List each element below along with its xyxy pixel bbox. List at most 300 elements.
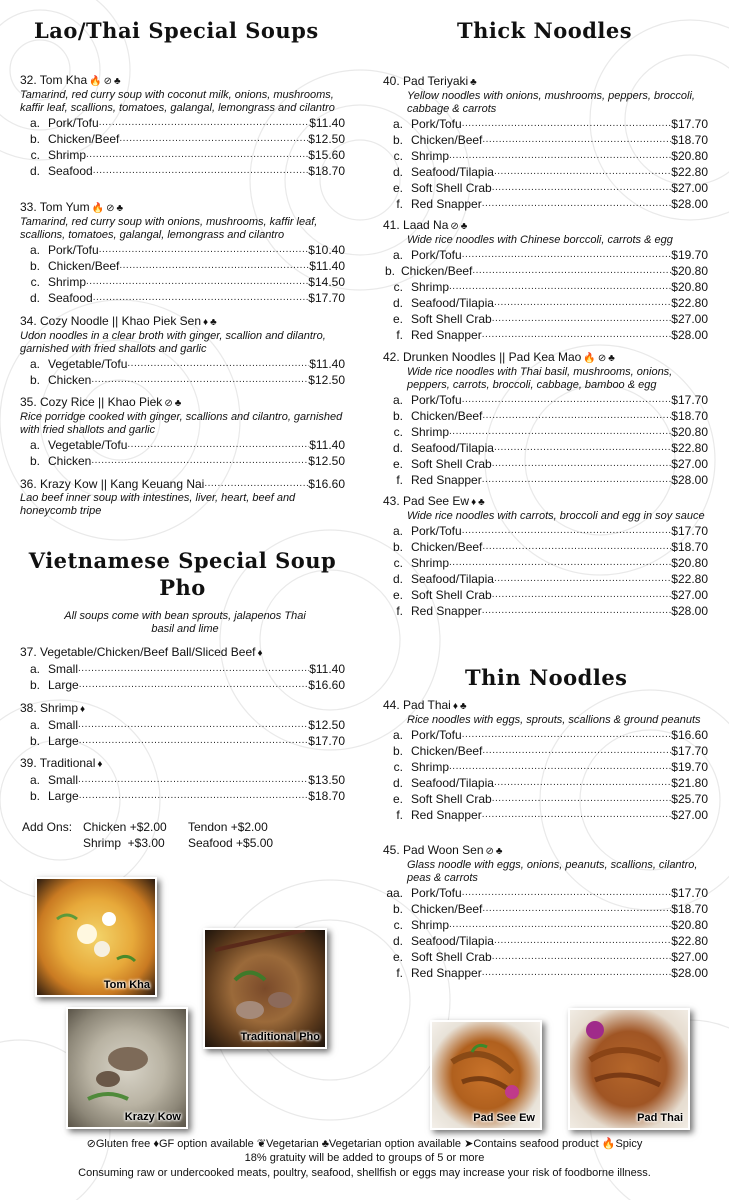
option-price: $11.40 <box>309 357 345 371</box>
item-description: Wide rice noodles with Thai basil, mushrooms, onions, peppers, carrots, broccoli, cabbage, bamboo & egg <box>407 366 673 391</box>
options <box>383 727 708 823</box>
dot-leader <box>449 917 671 933</box>
seafood-icon: ➤ <box>464 1138 474 1150</box>
option-label: Red Snapper <box>411 197 482 211</box>
option-label: Soft Shell Crab <box>411 181 492 195</box>
dot-leader <box>492 949 672 965</box>
option-letter: a. <box>29 438 40 452</box>
item-description: Wide rice noodles with Chinese borccoli, carrots & egg <box>407 234 673 246</box>
option-label: Chicken/Beef <box>401 264 473 278</box>
section-title-thick-noodles: Thick Noodles <box>457 18 633 43</box>
option-letter: d. <box>392 934 403 948</box>
option-price: $27.00 <box>671 808 708 822</box>
gf-option-icon: ♦ <box>97 759 103 770</box>
option-row <box>383 472 708 488</box>
option-price: $17.70 <box>671 117 708 131</box>
option-row <box>383 164 708 180</box>
option-letter: c. <box>393 425 403 439</box>
option-letter: e. <box>392 181 403 195</box>
option-label: Vegetable/Tofu <box>48 357 128 371</box>
option-row <box>20 372 345 388</box>
option-price: $12.50 <box>308 373 345 387</box>
option-price: $18.70 <box>308 164 345 178</box>
option-price: $18.70 <box>671 902 708 916</box>
gratuity-note: 18% gratuity will be added to groups of 5 or more <box>244 1152 485 1164</box>
legend <box>0 1138 729 1152</box>
option-letter: a. <box>392 248 403 262</box>
option-label: Shrimp <box>411 556 450 570</box>
dot-leader <box>79 733 309 749</box>
section-title-vietnamese <box>20 547 345 601</box>
section-title-line2: Pho <box>159 575 206 600</box>
option-label: Seafood/Tilapia <box>411 934 494 948</box>
soup-bowl-icon <box>68 1009 186 1127</box>
option-row <box>383 759 708 775</box>
gf-option-icon: ♦ <box>257 648 263 659</box>
option-letter: e. <box>392 950 403 964</box>
vegetarian-option-icon: ♣ <box>460 221 468 232</box>
spicy-icon: 🔥 <box>583 353 596 364</box>
option-price: $27.00 <box>671 588 708 602</box>
option-row <box>20 661 345 677</box>
option-label: Shrimp <box>411 425 450 439</box>
option-letter: b. <box>29 734 40 748</box>
option-price: $18.70 <box>308 789 345 803</box>
dot-leader <box>449 279 671 295</box>
photo-tom-kha <box>35 877 157 997</box>
option-row <box>383 180 708 196</box>
dot-leader <box>482 196 672 212</box>
menu-item-34 <box>20 314 345 388</box>
option-row <box>20 717 345 733</box>
option-price: $18.70 <box>671 409 708 423</box>
option-letter: e. <box>392 588 403 602</box>
option-price: $18.70 <box>671 540 708 554</box>
menu-item-41 <box>383 218 708 343</box>
option-letter: e. <box>392 457 403 471</box>
menu-item-37 <box>20 645 345 693</box>
option-price: $20.80 <box>671 264 708 278</box>
item-name: 40. Pad Teriyaki <box>383 74 469 88</box>
dot-leader <box>91 453 308 469</box>
dot-leader <box>482 539 671 555</box>
menu-item-33 <box>20 200 345 306</box>
option-row <box>383 392 708 408</box>
option-letter: b. <box>392 902 403 916</box>
vegetarian-option-icon: ♣ <box>608 353 615 364</box>
option-price: $11.40 <box>309 662 345 676</box>
option-letter: f. <box>396 604 403 618</box>
option-price: $17.70 <box>671 744 708 758</box>
section-title-thin-noodles: Thin Noodles <box>465 665 628 690</box>
option-letter: d. <box>29 164 40 178</box>
item-name: 36. Krazy Kow || Kang Keuang Nai <box>20 477 205 491</box>
option-label: Pork/Tofu <box>411 886 462 900</box>
option-label: Small <box>48 662 79 676</box>
option-price: $28.00 <box>671 604 708 618</box>
dot-leader <box>93 163 309 179</box>
item-name: 37. Vegetable/Chicken/Beef Ball/Sliced Beef <box>20 645 256 659</box>
photo-caption: Traditional Pho <box>240 1031 320 1043</box>
option-label: Shrimp <box>48 148 87 162</box>
spicy-icon: 🔥 <box>89 76 102 87</box>
gf-option-icon: ♦ <box>452 701 458 712</box>
option-row <box>383 116 708 132</box>
option-price: $13.50 <box>308 773 345 787</box>
gf-option-icon: ♦ <box>471 497 477 508</box>
option-row <box>383 263 708 279</box>
option-label: Seafood/Tilapia <box>411 776 494 790</box>
dot-leader <box>482 743 671 759</box>
option-label: Shrimp <box>411 280 450 294</box>
menu-item-44 <box>383 698 708 823</box>
option-row <box>383 571 708 587</box>
menu-item-43 <box>383 494 708 619</box>
addon-tendon: Tendon +$2.00 <box>188 820 268 834</box>
option-price: $22.80 <box>671 572 708 586</box>
dot-leader <box>78 772 308 788</box>
dot-leader <box>482 327 672 343</box>
addon-seafood: Seafood +$5.00 <box>188 836 274 850</box>
option-letter: c. <box>393 760 403 774</box>
option-row <box>383 247 708 263</box>
dot-leader <box>462 523 672 539</box>
section-title-lao-thai: Lao/Thai Special Soups <box>34 18 319 43</box>
dot-leader <box>78 717 308 733</box>
option-row <box>20 115 345 131</box>
option-price: $10.40 <box>308 243 345 257</box>
option-row <box>20 258 345 274</box>
option-label: Chicken <box>48 373 92 387</box>
photo-pad-thai <box>568 1008 690 1130</box>
option-price: $22.80 <box>671 296 708 310</box>
item-name: 32. Tom Kha <box>20 73 88 87</box>
option-row <box>20 453 345 469</box>
options <box>20 661 345 693</box>
option-label: Chicken/Beef <box>48 132 120 146</box>
option-letter: b. <box>29 373 40 387</box>
option-label: Shrimp <box>411 149 450 163</box>
dot-leader <box>86 147 308 163</box>
option-row <box>383 885 708 901</box>
photo-caption: Tom Kha <box>103 979 150 991</box>
option-label: Chicken/Beef <box>411 133 483 147</box>
dot-leader <box>127 356 309 372</box>
gluten-free-icon: ⊘ <box>86 1138 96 1150</box>
option-price: $22.80 <box>671 165 708 179</box>
dot-leader <box>79 677 309 693</box>
option-letter: b. <box>29 259 40 273</box>
option-row <box>383 587 708 603</box>
option-price: $27.00 <box>671 312 708 326</box>
legend-gf-option: GF option available <box>158 1138 254 1150</box>
option-row <box>383 327 708 343</box>
option-label: Pork/Tofu <box>411 728 462 742</box>
gluten-free-icon: ⊘ <box>485 846 494 857</box>
menu-item-32 <box>20 73 345 179</box>
option-row <box>20 163 345 179</box>
option-letter: d. <box>29 291 40 305</box>
option-price: $27.00 <box>671 950 708 964</box>
option-label: Pork/Tofu <box>411 117 462 131</box>
photo-caption: Pad Thai <box>637 1112 683 1124</box>
option-label: Shrimp <box>411 918 450 932</box>
dot-leader <box>482 472 672 488</box>
option-label: Soft Shell Crab <box>411 588 492 602</box>
add-ons <box>22 819 72 835</box>
option-row <box>20 356 345 372</box>
option-letter: b. <box>392 540 403 554</box>
option-row <box>20 131 345 147</box>
dot-leader <box>462 247 672 263</box>
option-price: $17.70 <box>671 524 708 538</box>
dot-leader <box>494 440 671 456</box>
option-label: Chicken/Beef <box>411 540 483 554</box>
addon-shrimp: Shrimp +$3.00 <box>83 836 165 850</box>
option-label: Pork/Tofu <box>411 248 462 262</box>
dot-leader <box>494 295 671 311</box>
options <box>383 523 708 619</box>
option-price: $17.70 <box>308 291 345 305</box>
option-price: $28.00 <box>671 966 708 980</box>
option-row <box>20 772 345 788</box>
options <box>20 356 345 388</box>
vegetarian-option-icon: ♣ <box>495 846 503 857</box>
menu-item-40 <box>383 74 708 212</box>
dot-leader <box>91 372 308 388</box>
option-letter: d. <box>392 572 403 586</box>
dot-leader <box>462 392 672 408</box>
option-price: $22.80 <box>671 441 708 455</box>
option-letter: a. <box>392 393 403 407</box>
photo-pad-see-ew <box>430 1020 542 1130</box>
option-price: $17.70 <box>308 734 345 748</box>
option-price: $14.50 <box>308 275 345 289</box>
option-label: Seafood/Tilapia <box>411 296 494 310</box>
dot-leader <box>86 274 308 290</box>
option-label: Soft Shell Crab <box>411 457 492 471</box>
gluten-free-icon: ⊘ <box>597 353 607 364</box>
option-price: $19.70 <box>671 248 708 262</box>
options <box>20 437 345 469</box>
dot-leader <box>119 131 308 147</box>
spicy-icon: 🔥 <box>91 203 105 214</box>
option-row <box>383 196 708 212</box>
option-label: Seafood <box>48 164 93 178</box>
options <box>383 392 708 488</box>
option-label: Chicken/Beef <box>411 409 483 423</box>
dot-leader <box>492 180 672 196</box>
dot-leader <box>462 727 672 743</box>
option-price: $11.40 <box>309 116 345 130</box>
option-row <box>383 539 708 555</box>
dot-leader <box>492 311 672 327</box>
option-price: $27.00 <box>671 181 708 195</box>
option-label: Large <box>48 734 79 748</box>
option-letter: f. <box>396 197 403 211</box>
option-letter: f. <box>396 473 403 487</box>
option-row <box>383 295 708 311</box>
option-price: $15.60 <box>308 148 345 162</box>
option-price: $28.00 <box>671 473 708 487</box>
option-label: Seafood/Tilapia <box>411 441 494 455</box>
option-letter: b. <box>29 132 40 146</box>
options <box>383 247 708 343</box>
option-label: Large <box>48 789 79 803</box>
option-row <box>383 901 708 917</box>
dot-leader <box>494 571 671 587</box>
vegetarian-option-icon: ♣ <box>478 497 485 508</box>
option-letter: f. <box>396 328 403 342</box>
option-letter: a. <box>29 116 40 130</box>
option-label: Seafood/Tilapia <box>411 572 494 586</box>
item-name: 45. Pad Woon Sen <box>383 843 484 857</box>
option-label: Red Snapper <box>411 808 482 822</box>
dot-leader <box>482 603 672 619</box>
option-price: $20.80 <box>671 556 708 570</box>
option-label: Chicken <box>48 454 92 468</box>
option-row <box>383 933 708 949</box>
option-label: Pork/Tofu <box>411 393 462 407</box>
item-name: 44. Pad Thai <box>383 698 451 712</box>
option-letter: a. <box>392 524 403 538</box>
dot-leader <box>79 788 309 804</box>
option-letter: b. <box>29 789 40 803</box>
photo-caption: Krazy Kow <box>124 1111 181 1123</box>
gf-option-icon: ♦ <box>80 704 86 715</box>
option-row <box>20 437 345 453</box>
option-letter: c. <box>393 149 403 163</box>
photo-caption: Pad See Ew <box>473 1112 535 1124</box>
option-row <box>383 440 708 456</box>
dot-leader <box>119 258 309 274</box>
vegetarian-option-icon: ♣ <box>210 317 217 328</box>
option-letter: c. <box>30 275 40 289</box>
option-row <box>383 424 708 440</box>
dot-leader <box>462 885 672 901</box>
option-letter: c. <box>393 918 403 932</box>
item-name: 33. Tom Yum <box>20 200 90 214</box>
option-row <box>20 242 345 258</box>
option-price: $20.80 <box>671 280 708 294</box>
gluten-free-icon: ⊘ <box>450 221 459 232</box>
legend-vegetarian: Vegetarian <box>266 1138 319 1150</box>
option-row <box>383 775 708 791</box>
option-label: Chicken/Beef <box>411 902 483 916</box>
option-letter: a. <box>29 718 40 732</box>
item-name: 43. Pad See Ew <box>383 494 470 508</box>
option-letter: f. <box>396 808 403 822</box>
soup-bowl-icon <box>37 879 155 995</box>
item-name: 41. Laad Na <box>383 218 449 232</box>
option-price: $12.50 <box>308 454 345 468</box>
option-letter: f. <box>396 966 403 980</box>
option-letter: e. <box>392 792 403 806</box>
option-price: $16.60 <box>308 678 345 692</box>
option-label: Small <box>48 718 79 732</box>
options <box>20 115 345 179</box>
option-row <box>383 949 708 965</box>
gf-option-icon: ♦ <box>153 1138 159 1150</box>
item-description: Tamarind, red curry soup with coconut milk, onions, mushrooms, kaffir leaf, scallions, tomatoes, galangal, lemongrass and cilantro <box>20 89 335 114</box>
option-price: $20.80 <box>671 425 708 439</box>
option-label: Large <box>48 678 79 692</box>
options <box>20 772 345 804</box>
legend-vegetarian-option: Vegetarian option available <box>328 1138 462 1150</box>
dot-leader <box>449 555 671 571</box>
section-title-line1: Vietnamese Special Soup <box>28 548 337 573</box>
vegetarian-option-icon: ♣ <box>321 1138 329 1150</box>
dot-leader <box>99 242 309 258</box>
option-label: Seafood/Tilapia <box>411 165 494 179</box>
photo-traditional-pho <box>203 928 327 1049</box>
option-row <box>383 791 708 807</box>
option-label: Pork/Tofu <box>48 243 99 257</box>
dot-leader <box>482 965 672 981</box>
option-price: $17.70 <box>671 393 708 407</box>
item-description: Wide rice noodles with carrots, broccoli and egg in soy sauce <box>407 510 705 522</box>
option-row <box>383 456 708 472</box>
gf-option-icon: ♦ <box>203 317 209 328</box>
option-letter: a. <box>392 728 403 742</box>
addons-label: Add Ons: <box>22 820 73 834</box>
dot-leader <box>449 424 671 440</box>
option-label: Red Snapper <box>411 473 482 487</box>
option-letter: a. <box>29 662 40 676</box>
option-row <box>383 311 708 327</box>
option-price: $21.80 <box>671 776 708 790</box>
option-row <box>383 603 708 619</box>
dot-leader <box>462 116 672 132</box>
dot-leader <box>492 456 672 472</box>
option-row <box>20 290 345 306</box>
option-letter: a. <box>29 243 40 257</box>
noodle-plate-icon <box>570 1010 688 1128</box>
option-letter: aa. <box>386 886 403 900</box>
item-description: Yellow noodles with onions, mushrooms, peppers, broccoli, cabbage & carrots <box>407 90 695 115</box>
item-description: Glass noodle with eggs, onions, peanuts, scallions, cilantro, peas & carrots <box>407 859 698 884</box>
option-row <box>383 408 708 424</box>
option-letter: b. <box>392 744 403 758</box>
option-label: Pork/Tofu <box>48 116 99 130</box>
menu-item-45 <box>383 843 708 981</box>
option-letter: b. <box>384 264 395 278</box>
option-row <box>383 279 708 295</box>
item-name: 38. Shrimp <box>20 701 79 715</box>
option-label: Chicken/Beef <box>411 744 483 758</box>
vegetarian-option-icon: ♣ <box>116 203 124 214</box>
option-label: Red Snapper <box>411 328 482 342</box>
option-price: $12.50 <box>308 718 345 732</box>
dot-leader <box>482 132 671 148</box>
option-label: Soft Shell Crab <box>411 312 492 326</box>
item-name: 39. Traditional <box>20 756 96 770</box>
option-label: Shrimp <box>411 760 450 774</box>
option-letter: d. <box>392 296 403 310</box>
addon-chicken: Chicken +$2.00 <box>83 820 167 834</box>
legend-seafood: Contains seafood product <box>473 1138 599 1150</box>
option-letter: c. <box>393 280 403 294</box>
dot-leader <box>127 437 309 453</box>
vegetarian-option-icon: ♣ <box>114 76 121 87</box>
option-row <box>383 917 708 933</box>
option-row <box>383 743 708 759</box>
options <box>383 885 708 981</box>
option-price: $28.00 <box>671 197 708 211</box>
option-price: $12.50 <box>308 132 345 146</box>
legend-spicy: Spicy <box>615 1138 643 1150</box>
option-price: $17.70 <box>671 886 708 900</box>
